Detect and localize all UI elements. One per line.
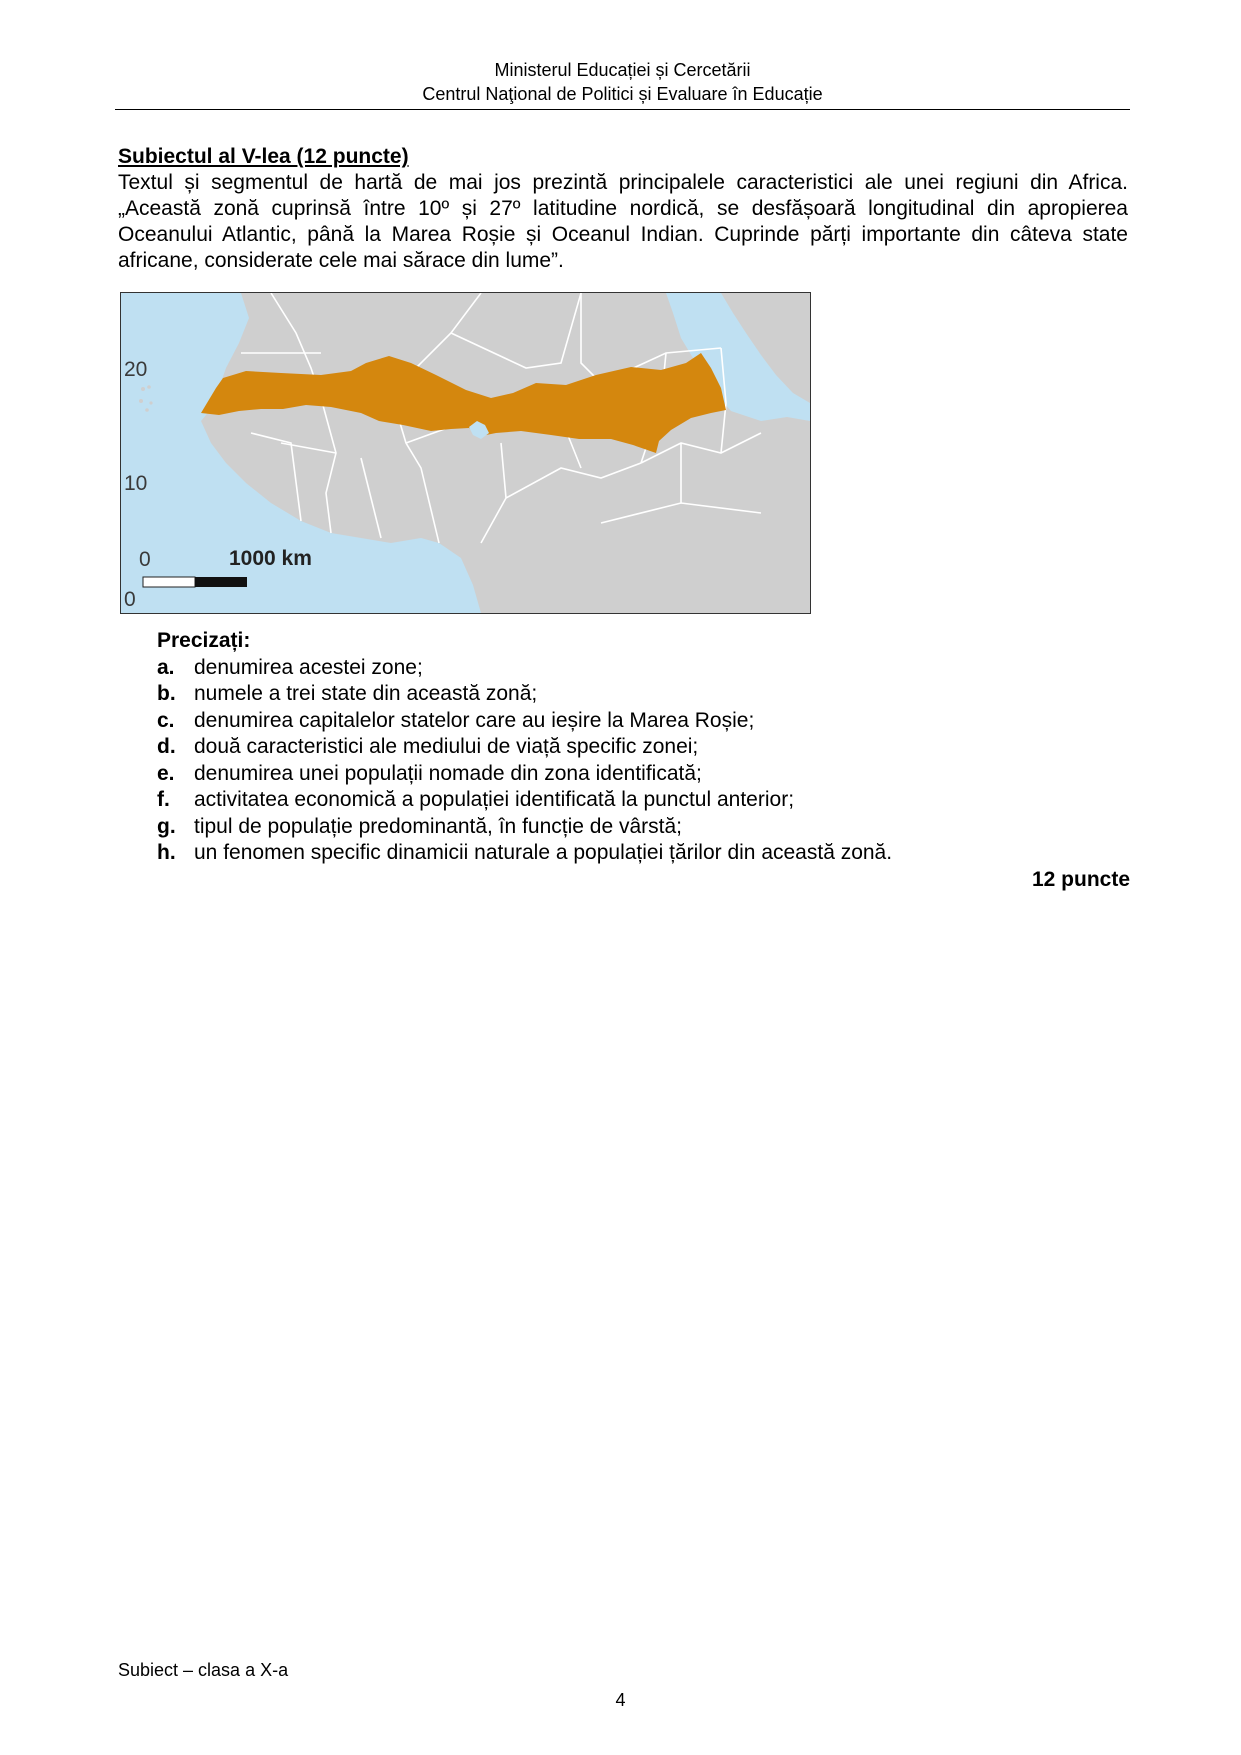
lat-label-0-lower: 0 [124,588,136,611]
list-item [157,787,1137,814]
header-ministry: Ministerul Educației și Cercetării [494,60,751,80]
list-item [157,840,1137,867]
item-letter: b. [157,682,176,705]
list-item [157,761,1137,788]
questions-block [157,628,1137,867]
lat-label-20: 20 [124,358,148,381]
item-letter: a. [157,655,175,679]
section-body [118,144,1128,274]
item-text: denumirea unei populații nomade din zona identificată; [194,761,702,785]
header-divider [115,109,1130,110]
list-item [157,708,1137,735]
item-letter: h. [157,841,176,864]
page-header [115,58,1130,106]
list-item [157,681,1137,708]
item-text: două caracteristici ale mediului de viață specific zonei; [194,735,699,758]
item-letter: e. [157,761,175,785]
item-text: activitatea economică a populației identificată la punctul anterior; [194,788,795,811]
scale-label: 1000 km [229,547,312,570]
item-text: un fenomen specific dinamicii naturale a populației țărilor din această zonă. [194,841,893,864]
item-letter: d. [157,735,176,758]
sahel-map [120,292,811,614]
section-title: Subiectul al V-lea (12 puncte) [118,145,409,168]
item-letter: c. [157,708,175,732]
lat-label-10: 10 [124,472,148,495]
item-letter: g. [157,814,176,838]
item-text: numele a trei state din această zonă; [194,682,538,705]
header-center: Centrul Naţional de Politici și Evaluare în Educație [422,84,823,104]
footer-subject: Subiect – clasa a X-a [118,1660,289,1680]
list-item [157,655,1137,682]
questions-heading: Precizați: [157,629,251,652]
item-text: denumirea acestei zone; [194,655,423,679]
lat-label-0: 0 [139,548,151,571]
page-number: 4 [615,1690,626,1710]
item-letter: f. [157,788,170,811]
list-item [157,734,1137,761]
points-total: 12 puncte [1031,868,1130,891]
item-text: denumirea capitalelor statelor care au ieșire la Marea Roșie; [194,708,755,732]
item-text: tipul de populație predominantă, în funcție de vârstă; [194,814,682,838]
section-paragraph: Textul și segmentul de hartă de mai jos prezintă principalele caracteristici ale unei regiuni din Africa. „Această zonă cuprinsă între 10º și 27º latitudine nordică, se desfășoară longitudinal din apropierea Oceanului Atlantic, până la Marea Roșie și Oceanul Indian. Cuprinde părți importante din câteva state africane, considerate cele mai sărace din lume”. [118,171,1128,272]
list-item [157,814,1137,841]
map-image [121,293,810,613]
